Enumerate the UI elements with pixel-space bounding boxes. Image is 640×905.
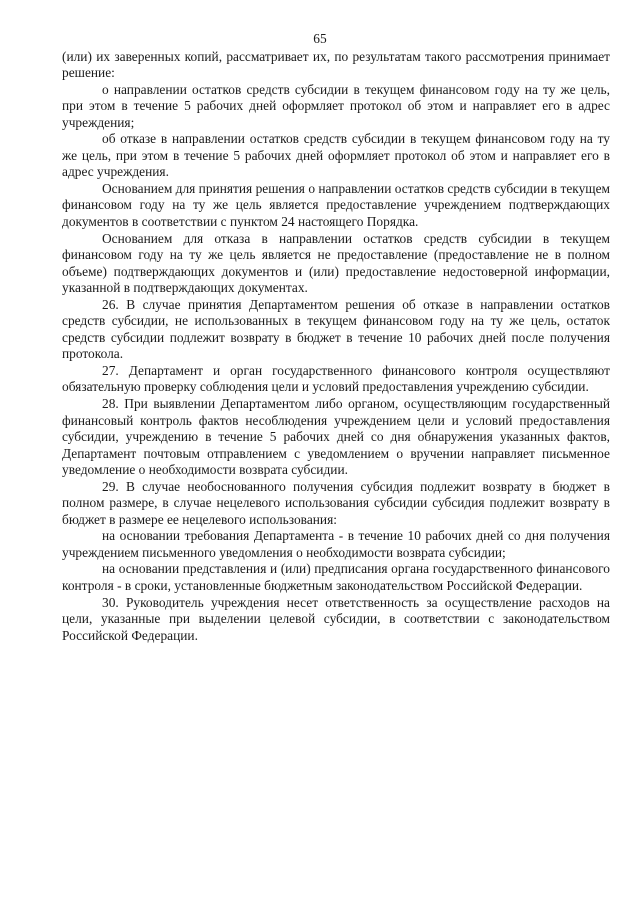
paragraph-decision-refuse: об отказе в направлении остатков средств субсидии в текущем финансовом году на ту же цель, при этом в течение 5 рабочих дней оформляет протокол об этом и направляет его в адрес учреждения. <box>62 131 610 180</box>
paragraph-clause-27: 27. Департамент и орган государственного финансового контроля осуществляют обязательную проверку соблюдения цели и условий предоставления учреждению субсидии. <box>62 362 610 395</box>
paragraph-clause-28: 28. При выявлении Департаментом либо органом, осуществляющим государственный финансовый контроль фактов несоблюдения учреждением цели и условий предоставления субсидии, учреждению в течение 5 рабочих дней со дня обнаружения указанных фактов, Департамент почтовым отправлением с уведомлением о вручении направляет письменное уведомление о необходимости возврата субсидии. <box>62 395 610 478</box>
paragraph-clause-29-item-1: на основании требования Департамента - в течение 10 рабочих дней со дня получения учреждением письменного уведомления о необходимости возврата субсидии; <box>62 528 610 560</box>
paragraph-clause-30: 30. Руководитель учреждения несет ответственность за осуществление расходов на цели, указанные при выделении целевой субсидии, в соответствии с законодательством Российской Федерации. <box>62 594 610 643</box>
paragraph-basis-approve: Основанием для принятия решения о направлении остатков средств субсидии в текущем финансовом году на ту же цель является предоставление учреждением подтверждающих документов в соответствии с пунктом 24 настоящего Порядка. <box>62 180 610 229</box>
paragraph-basis-refuse: Основанием для отказа в направлении остатков средств субсидии в текущем финансовом году на ту же цель является не предоставление (предоставление не в полном объеме) подтверждающих документов и (или) предоставление недостоверной информации, указанной в подтверждающих документах. <box>62 230 610 296</box>
document-body <box>62 49 610 645</box>
paragraph-clause-29: 29. В случае необоснованного получения субсидия подлежит возврату в бюджет в полном размере, в случае нецелевого использования субсидии субсидия подлежит возврату в бюджет в размере ее нецелевого использования: <box>62 478 610 527</box>
paragraph-clause-29-item-2: на основании представления и (или) предписания органа государственного финансового контроля - в сроки, установленные бюджетным законодательством Российской Федерации. <box>62 561 610 593</box>
paragraph-decision-approve: о направлении остатков средств субсидии в текущем финансовом году на ту же цель, при этом в течение 5 рабочих дней оформляет протокол об этом и направляет его в адрес учреждения; <box>62 81 610 130</box>
page-number: 65 <box>313 31 327 46</box>
paragraph-continuation: (или) их заверенных копий, рассматривает их, по результатам такого рассмотрения принимает решение: <box>62 48 610 81</box>
paragraph-clause-26: 26. В случае принятия Департаментом решения об отказе в направлении остатков средств субсидии, не использованных в текущем финансовом году на ту же цель, остаток средств субсидии подлежит возврату в бюджет в течение 10 рабочих дней после получения протокола. <box>62 296 610 362</box>
